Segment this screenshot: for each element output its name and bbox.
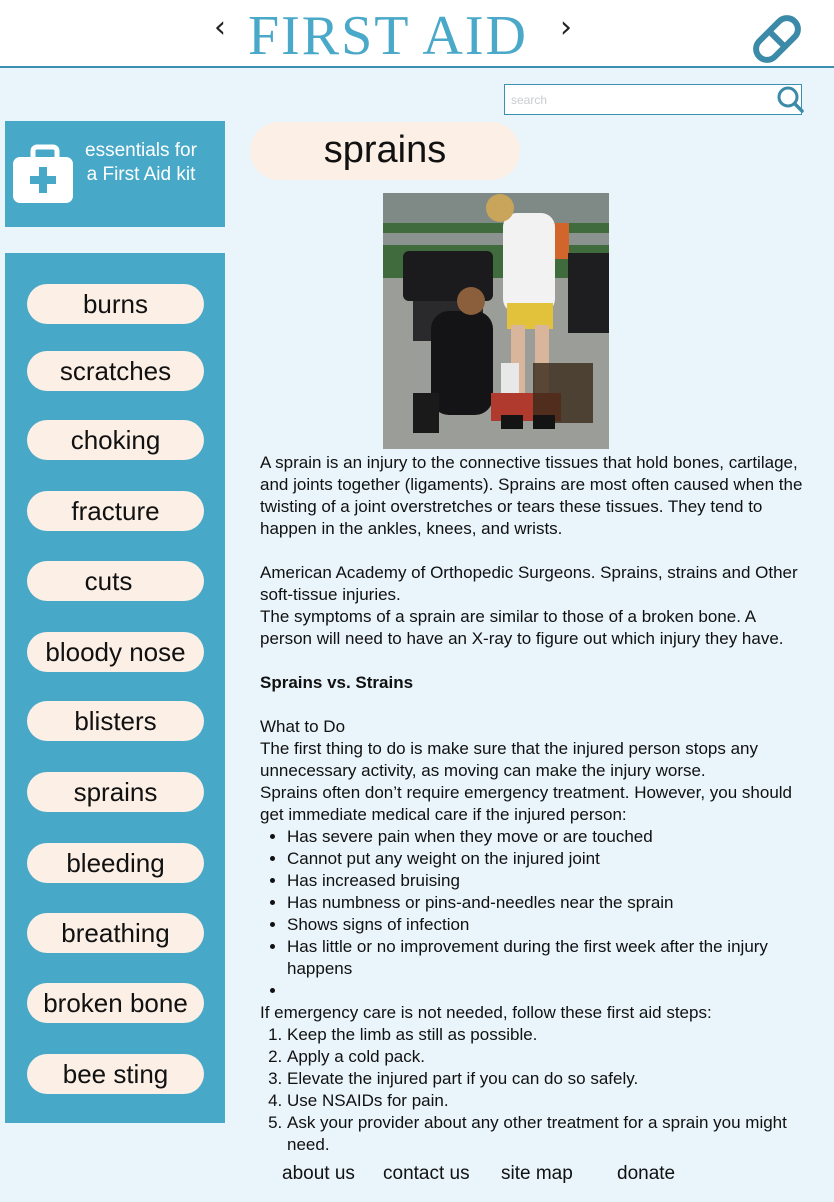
first-aid-kit-link[interactable] (5, 121, 225, 227)
source-citation: American Academy of Orthopedic Surgeons. Sprains, strains and Other soft-tissue injuries. (260, 563, 798, 604)
page-title: sprains (250, 122, 520, 180)
warning-signs-list (260, 826, 806, 1002)
sidebar-item-bloody-nose[interactable]: bloody nose (27, 632, 204, 672)
about-us-link[interactable]: about us (282, 1163, 355, 1184)
medical-care-paragraph: Sprains often don’t require emergency treatment. However, you should get immediate medical care if the injured person: (260, 783, 793, 824)
list-item: 4. Use NSAIDs for pain. (287, 1090, 806, 1112)
sidebar-item-bee-sting[interactable]: bee sting (27, 1054, 204, 1094)
site-map-link[interactable]: site map (501, 1163, 573, 1184)
list-item: • Cannot put any weight on the injured joint (287, 848, 806, 870)
chevron-right-icon[interactable]: › (560, 10, 572, 45)
sidebar-item-cuts[interactable]: cuts (27, 561, 204, 601)
sidebar-item-broken-bone[interactable]: broken bone (27, 983, 204, 1023)
search-icon[interactable] (775, 85, 805, 115)
sprains-vs-strains-heading: Sprains vs. Strains (260, 673, 414, 692)
sidebar-item-sprains[interactable]: sprains (27, 772, 204, 812)
donate-link[interactable]: donate (617, 1163, 676, 1184)
search-input[interactable] (511, 89, 773, 111)
first-thing-paragraph: The first thing to do is make sure that the injured person stops any unnecessary activity, as moving can make the injury worse. (260, 739, 758, 780)
sidebar-item-choking[interactable]: choking (27, 420, 204, 460)
search-bar (504, 84, 802, 115)
pill-icon (748, 10, 806, 68)
contact-us-link[interactable]: contact us (383, 1163, 470, 1184)
list-item (287, 980, 806, 1002)
sidebar-item-fracture[interactable]: fracture (27, 491, 204, 531)
sidebar-item-breathing[interactable]: breathing (27, 913, 204, 953)
list-item: • Has numbness or pins-and-needles near the sprain (287, 892, 806, 914)
article-body (260, 452, 806, 1156)
first-aid-kit-icon (13, 143, 77, 205)
chevron-left-icon[interactable]: ‹ (214, 10, 226, 45)
list-item: 1. Keep the limb as still as possible. (287, 1024, 806, 1046)
what-to-do-label: What to Do (260, 717, 346, 736)
header (0, 0, 834, 68)
list-item: • Has severe pain when they move or are touched (287, 826, 806, 848)
footer (282, 1163, 802, 1191)
intro-paragraph: A sprain is an injury to the connective tissues that hold bones, cartilage, and joints together (ligaments). Sprains are most often caused when the twisting of a joint overstretches or tears these tissues. They tend to happen in the ankles, knees, and wrists. (260, 453, 803, 538)
list-item: 2. Apply a cold pack. (287, 1046, 806, 1068)
sidebar-nav (5, 253, 225, 1123)
first-aid-steps-list (260, 1024, 806, 1156)
kit-label: essentials for a First Aid kit (85, 140, 197, 185)
list-item: 5. Ask your provider about any other treatment for a sprain you might need. (287, 1112, 806, 1156)
sidebar-item-scratches[interactable]: scratches (27, 351, 204, 391)
sidebar-item-burns[interactable]: burns (27, 284, 204, 324)
list-item: • Shows signs of infection (287, 914, 806, 936)
list-item: 3. Elevate the injured part if you can do so safely. (287, 1068, 806, 1090)
list-item: • Has increased bruising (287, 870, 806, 892)
sidebar-item-blisters[interactable]: blisters (27, 701, 204, 741)
symptoms-paragraph: The symptoms of a sprain are similar to those of a broken bone. A person will need to have an X-ray to figure out which injury they have. (260, 607, 784, 648)
list-item: • Has little or no improvement during the first week after the injury happens (287, 936, 806, 980)
sidebar-item-bleeding[interactable]: bleeding (27, 843, 204, 883)
steps-intro: If emergency care is not needed, follow these first aid steps: (260, 1003, 712, 1022)
site-title: FIRST AID (248, 5, 528, 67)
sprain-treatment-photo (383, 193, 609, 449)
